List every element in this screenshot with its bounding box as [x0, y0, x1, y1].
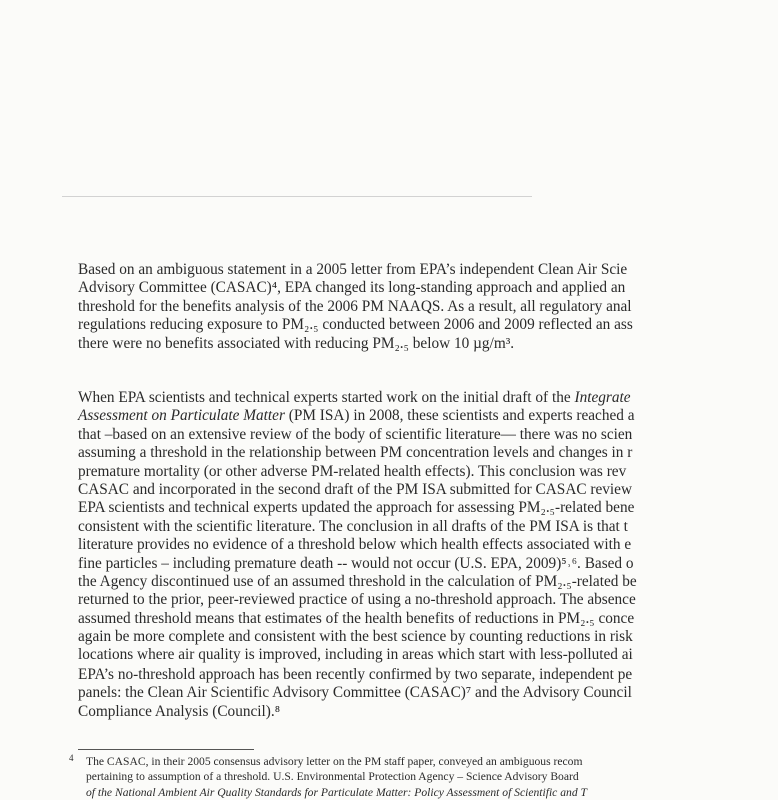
- footnote-marker: 4: [69, 753, 74, 763]
- text-line: assuming a threshold in the relationship between PM concentration levels and changes in r: [78, 444, 633, 462]
- text-line: threshold for the benefits analysis of the 2006 PM NAAQS. As a result, all regulatory anal: [78, 297, 632, 315]
- text-line: EPA’s no-threshold approach has been recently confirmed by two separate, independent pe: [78, 666, 633, 683]
- text-line: panels: the Clean Air Scientific Advisory Committee (CASAC)⁷ and the Advisory Council: [78, 684, 632, 702]
- document-title-italic: Integrate: [574, 389, 631, 406]
- text-line: [78, 407, 778, 425]
- text-line: literature provides no evidence of a threshold below which health effects associated with e: [78, 536, 632, 554]
- paragraph-panel-confirmation: [78, 666, 778, 721]
- footnote-line: The CASAC, in their 2005 consensus advisory letter on the PM staff paper, conveyed an ambiguous recom: [86, 755, 583, 768]
- footnote: [69, 753, 778, 800]
- text-line: Based on an ambiguous statement in a 2005 letter from EPA’s independent Clean Air Scie: [78, 261, 628, 278]
- footnote-line: pertaining to assumption of a threshold. U.S. Environmental Protection Agency – Science Advisory Board: [86, 770, 579, 784]
- text-line: Compliance Analysis (Council).⁸: [78, 702, 281, 720]
- footnote-divider: [78, 749, 254, 750]
- paragraph-threshold-history: [78, 261, 778, 353]
- text-line: Advisory Committee (CASAC)⁴, EPA changed its long-standing approach and applied an: [78, 279, 626, 297]
- text-line: CASAC and incorporated in the second draft of the PM ISA submitted for CASAC review: [78, 480, 633, 498]
- text-line: the Agency discontinued use of an assumed threshold in the calculation of PM₂.₅-related be: [78, 572, 637, 590]
- text-line: [78, 389, 778, 407]
- footnote-line-italic: of the National Ambient Air Quality Standards for Particulate Matter: Policy Assessment of Scientific and T: [86, 785, 587, 799]
- text-line: locations where air quality is improved, including in areas which start with less-polluted ai: [78, 646, 633, 664]
- text-line: again be more complete and consistent with the best science by counting reductions in risk: [78, 628, 633, 646]
- text-line: premature mortality (or other adverse PM-related health effects). This conclusion was rev: [78, 462, 627, 480]
- document-title-italic: Assessment on Particulate Matter: [78, 407, 285, 425]
- text-line: consistent with the scientific literature. The conclusion in all drafts of the PM ISA is that t: [78, 517, 628, 535]
- text-line: regulations reducing exposure to PM₂.₅ conducted between 2006 and 2009 reflected an ass: [78, 316, 633, 334]
- text-line: EPA scientists and technical experts updated the approach for assessing PM₂.₅-related bene: [78, 499, 635, 517]
- text-line: that –based on an extensive review of the body of scientific literature— there was no scien: [78, 425, 633, 443]
- paragraph-isa-conclusion: [78, 389, 778, 665]
- text-line: returned to the prior, peer-reviewed practice of using a no-threshold approach. The absence: [78, 591, 636, 609]
- text-line: there were no benefits associated with reducing PM₂.₅ below 10 µg/m³.: [78, 334, 515, 352]
- text-line: fine particles – including premature death -- would not occur (U.S. EPA, 2009)⁵˒⁶. Based o: [78, 554, 634, 572]
- text-run: When EPA scientists and technical experts started work on the initial draft of the: [78, 389, 575, 406]
- text-line: assumed threshold means that estimates of the health benefits of reductions in PM₂.₅ conce: [78, 609, 635, 627]
- text-run: (PM ISA) in 2008, these scientists and experts reached a: [284, 407, 635, 425]
- top-divider: [62, 196, 532, 197]
